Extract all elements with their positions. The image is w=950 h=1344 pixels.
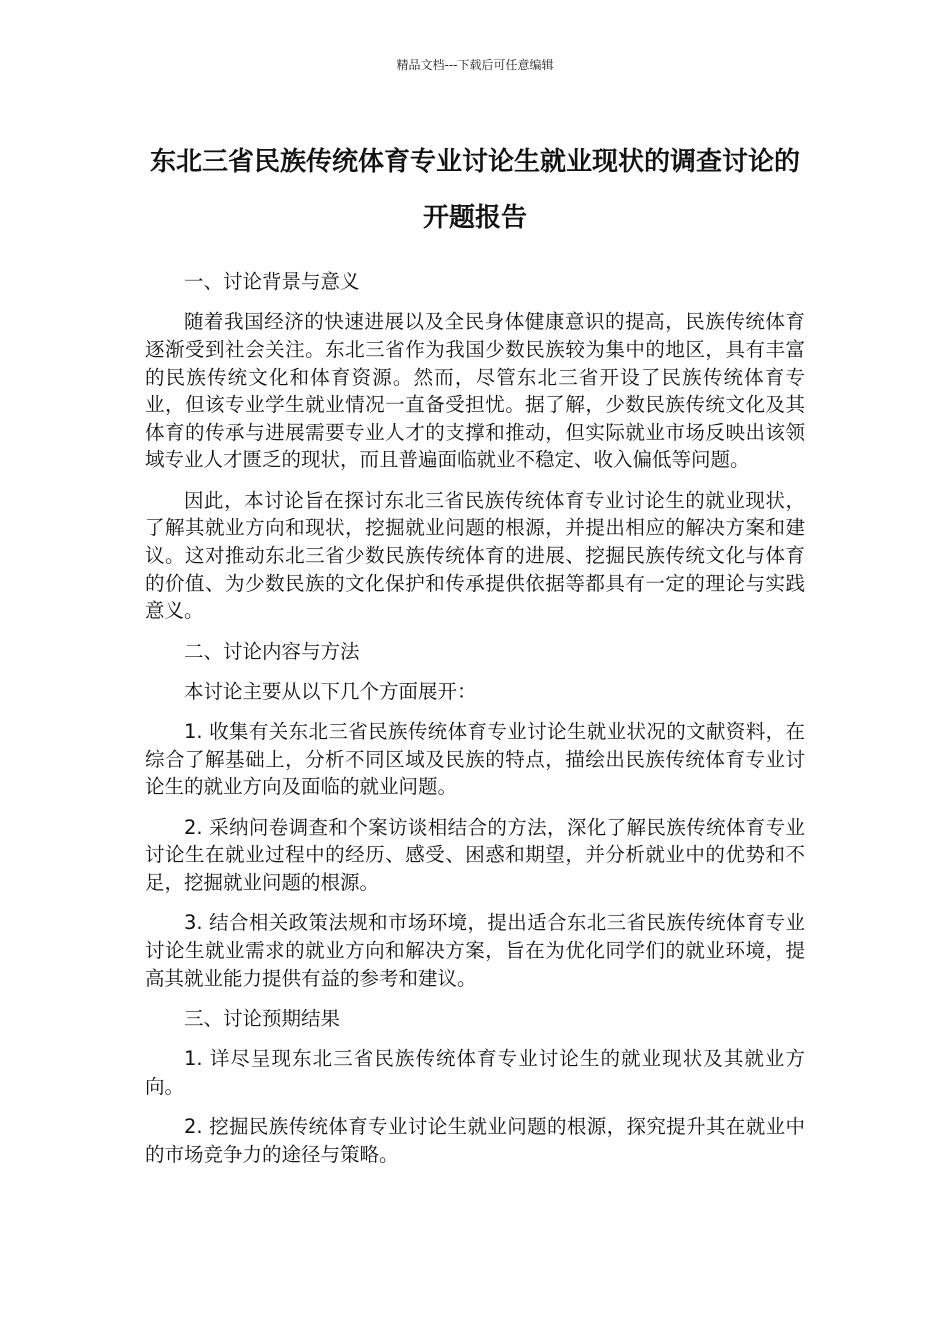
paragraph: 因此，本讨论旨在探讨东北三省民族传统体育专业讨论生的就业现状，了解其就业方向和现状，挖掘就业问题的根源，并提出相应的解决方案和建议。这对推动东北三省少数民族传统体育的进展、挖掘民族传统文化与体育的价值、为少数民族的文化保护和传承提供依据等都具有一定的理论与实践意义。 xyxy=(145,488,805,623)
list-item: 1. 详尽呈现东北三省民族传统体育专业讨论生的就业现状及其就业方向。 xyxy=(145,1047,805,1099)
document-body xyxy=(145,268,805,1181)
section-heading-content-method: 二、讨论内容与方法 xyxy=(184,639,360,663)
list-item: 2. 挖掘民族传统体育专业讨论生就业问题的根源，探究提升其在就业中的市场竞争力的途径与策略。 xyxy=(145,1115,805,1166)
section-heading-expected-results: 三、讨论预期结果 xyxy=(184,1007,341,1031)
list-item: 1. 收集有关东北三省民族传统体育专业讨论生就业状况的文献资料，在综合了解基础上，分析不同区域及民族的特点，描绘出民族传统体育专业讨论生的就业方向及面临的就业问题。 xyxy=(145,720,805,799)
header-note: 精品文档---下载后可任意编辑 xyxy=(396,58,554,72)
section-heading-background: 一、讨论背景与意义 xyxy=(184,270,360,293)
paragraph: 随着我国经济的快速进展以及全民身体健康意识的提高，民族传统体育逐渐受到社会关注。东北三省作为我国少数民族较为集中的地区，具有丰富的民族传统文化和体育资源。然而，尽管东北三省开设了民族传统体育专业，但该专业学生就业情况一直备受担忧。据了解，少数民族传统文化及其体育的传承与进展需要专业人才的支撑和推动，但实际就业市场反映出该领域专业人才匮乏的现状，而且普遍面临就业不稳定、收入偏低等问题。 xyxy=(145,310,805,472)
list-item: 3. 结合相关政策法规和市场环境，提出适合东北三省民族传统体育专业讨论生就业需求的就业方向和解决方案，旨在为优化同学们的就业环境，提高其就业能力提供有益的参考和建议。 xyxy=(145,911,805,990)
document-title: 东北三省民族传统体育专业讨论生就业现状的调查讨论的开题报告 xyxy=(149,147,800,233)
paragraph: 本讨论主要从以下几个方面展开： xyxy=(184,679,477,703)
list-item: 2. 采纳问卷调查和个案访谈相结合的方法，深化了解民族传统体育专业讨论生在就业过程中的经历、感受、困惑和期望，并分析就业中的优势和不足，挖掘就业问题的根源。 xyxy=(145,815,805,895)
